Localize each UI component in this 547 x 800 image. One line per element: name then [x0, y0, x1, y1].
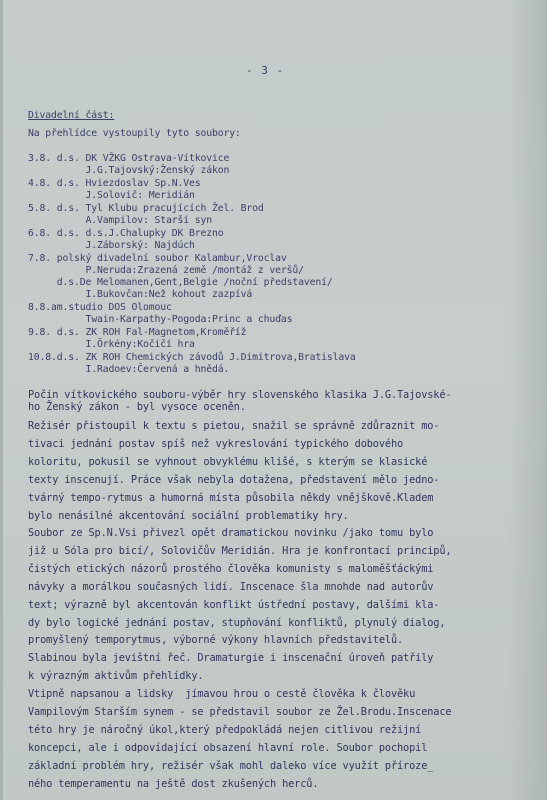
program-line: Twain-Karpathy-Pogoda:Princ a chuďas: [28, 314, 293, 325]
body-line: Vampilovým Starším synem - se představil soubor ze Žel.Brodu.Inscenace: [28, 706, 452, 718]
body-line: návyky a morálkou současných lidí. Inscenace šla mnohde nad autorův: [28, 581, 434, 593]
body-line: koncepci, ale i odpovídající obsazení hlavní role. Soubor pochopil: [28, 742, 428, 754]
body-line: Režisér přistoupil k textu s pietou, snažil se správně zdůraznit mo-: [28, 420, 440, 432]
body-line: základní problém hry, režisér však mohl daleko více využít příroze_: [28, 760, 434, 772]
body-line: texty inscenují. Práce však nebyla dotažena, představení mělo jedno-: [28, 474, 440, 486]
section-heading: Divadelní část:: [28, 110, 115, 121]
body-line: ho Ženský zákon - byl vysoce oceněn.: [28, 401, 246, 413]
page-number: - 3 -: [246, 64, 285, 77]
program-line: 10.8.d.s. ZK ROH Chemických závodů J.Dimitrova,Bratislava: [28, 352, 356, 363]
program-line: 9.8. d.s. ZK ROH Fal-Magnetom,Kroměříž: [28, 327, 247, 338]
body-line: Slabinou byla jevištní řeč. Dramaturgie i inscenační úroveň patřily: [28, 652, 434, 664]
body-line: bylo nenásilné akcentování sociální problematiky hry.: [28, 510, 349, 522]
body-line: k výrazným aktivům přehlídky.: [28, 670, 204, 682]
program-line: I.Örkény:Kočičí hra: [28, 339, 195, 350]
program-line: 5.8. d.s. Tyl Klubu pracujících Žel. Brod: [28, 203, 264, 214]
program-line: 8.8.am.studio DOS Olomouc: [28, 302, 172, 313]
body-line: tvárný tempo-rytmus a humorná místa působila někdy vnějškově.Kladem: [28, 492, 434, 504]
program-line: J.Záborský: Najdúch: [28, 240, 195, 251]
body-line: koloritu, pokusil se vyhnout obvyklému klišé, s kterým se klasické: [28, 456, 428, 468]
body-line: Počin vítkovického souboru-výběr hry slovenského klasika J.G.Tajovské-: [28, 389, 452, 401]
body-line: tivaci jednání postav spíš než vykreslování typického dobového: [28, 438, 404, 450]
program-line: 3.8. d.s. DK VŽKG Ostrava-Vítkovice: [28, 153, 230, 164]
program-line: J.Solovič: Meridián: [28, 190, 195, 201]
body-line: Soubor ze Sp.N.Vsi přivezl opět dramatickou novinku /jako tomu bylo: [28, 527, 434, 539]
paper-fold-edge: [0, 0, 3, 800]
paper-edge-shadow: [507, 0, 547, 800]
body-line: čistých etických názorů prostého člověka komunisty s maloměšťáckými: [28, 563, 434, 575]
program-line: I.Bukovčan:Než kohout zazpívá: [28, 289, 253, 300]
program-line: 6.8. d.s. d.s.J.Chalupky DK Brezno: [28, 228, 224, 239]
program-line: 4.8. d.s. Hviezdoslav Sp.N.Ves: [28, 178, 201, 189]
body-line: již u Sóla pro bicí/, Solovičův Meridián. Hra je konfrontací principů,: [28, 545, 452, 557]
body-line: ného temperamentu na ještě dost zkušených herců.: [28, 778, 319, 790]
body-line: Vtipně napsanou a lidsky jímavou hrou o cestě člověka k člověku: [28, 688, 416, 700]
body-line: text; výrazně byl akcentován konflikt ústřední postavy, dalšími kla-: [28, 599, 440, 611]
program-line: A.Vampilov: Starší syn: [28, 215, 212, 226]
body-line: promyšlený temporytmus, výborné výkony hlavních představitelů.: [28, 634, 404, 646]
program-line: I.Radoev:Červená a hnědá.: [28, 364, 230, 375]
intro-line: Na přehlídce vystoupily tyto soubory:: [28, 128, 241, 139]
program-line: P.Neruda:Zrazená země /montáž z veršů/: [28, 265, 304, 276]
body-line: této hry je náročný úkol,který předpokládá nejen citlivou režijní: [28, 724, 422, 736]
program-line: d.s.De Melomanen,Gent,Belgie /noční představení/: [28, 277, 333, 288]
body-line: dy bylo logické jednání postav, stupňování konfliktů, plynulý dialog,: [28, 617, 446, 629]
program-line: 7.8. polský divadelní soubor Kalambur,Vroclav: [28, 253, 287, 264]
program-line: J.G.Tajovský:Ženský zákon: [28, 165, 230, 176]
